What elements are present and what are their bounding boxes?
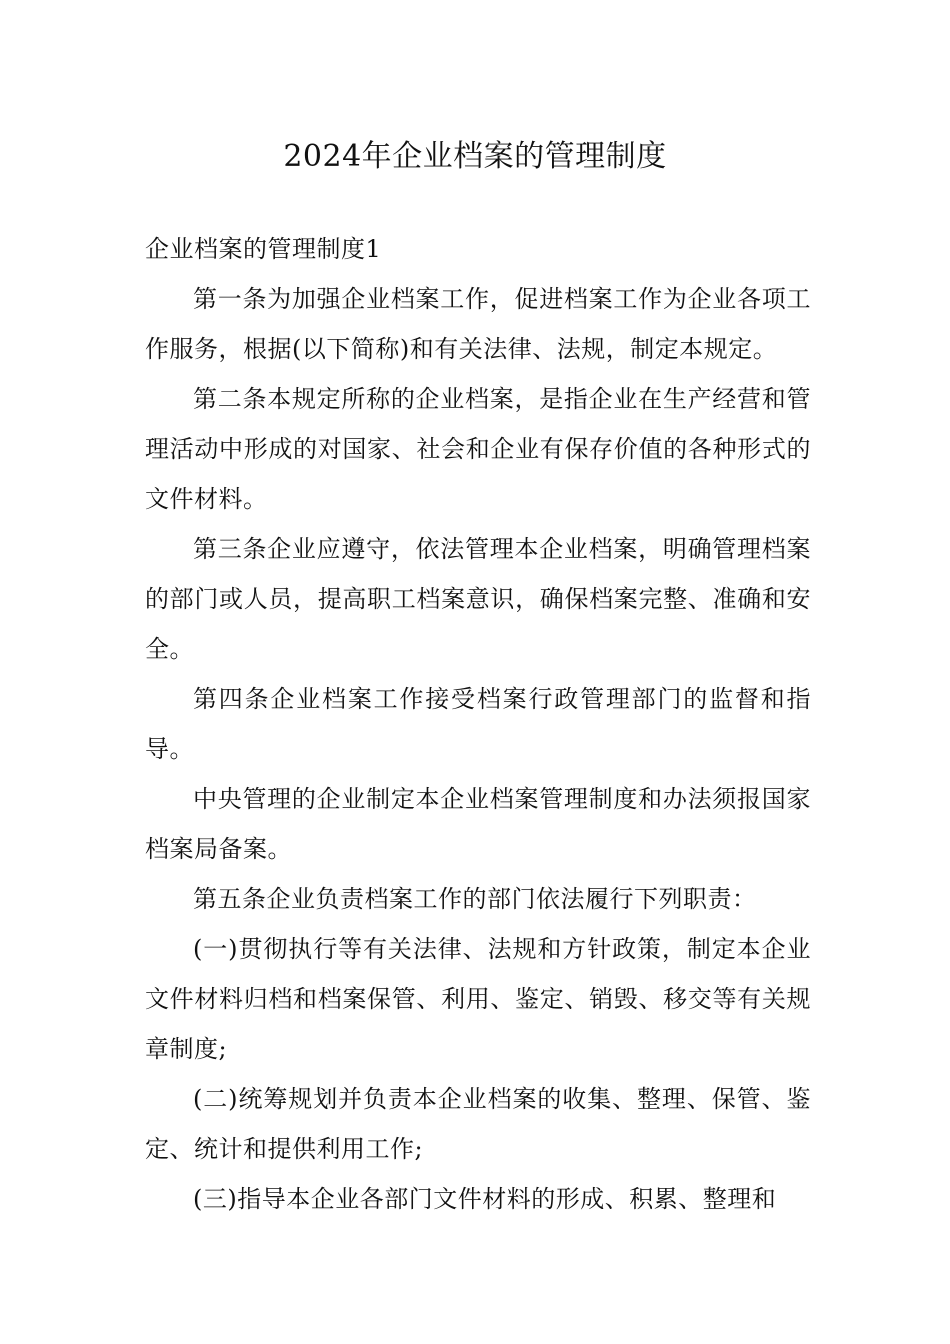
paragraph-central-enterprises: 中央管理的企业制定本企业档案管理制度和办法须报国家档案局备案。 xyxy=(145,785,811,863)
document-title: 2024年企业档案的管理制度 xyxy=(283,139,667,174)
list-item-duty-1: (一)贯彻执行等有关法律、法规和方针政策，制定本企业文件材料归档和档案保管、利用、鉴定、销毁、移交等有关规章制度; xyxy=(145,935,811,1063)
document-body xyxy=(145,224,811,1224)
list-item-duty-2: (二)统筹规划并负责本企业档案的收集、整理、保管、鉴定、统计和提供利用工作; xyxy=(145,1085,811,1163)
paragraph-article-5: 第五条企业负责档案工作的部门依法履行下列职责： xyxy=(193,885,757,913)
paragraph-article-1: 第一条为加强企业档案工作，促进档案工作为企业各项工作服务，根据(以下简称)和有关法律、法规，制定本规定。 xyxy=(145,285,811,363)
paragraph-article-3: 第三条企业应遵守，依法管理本企业档案，明确管理档案的部门或人员，提高职工档案意识，确保档案完整、准确和安全。 xyxy=(145,535,811,663)
paragraph-article-4: 第四条企业档案工作接受档案行政管理部门的监督和指导。 xyxy=(145,685,811,763)
section-heading: 企业档案的管理制度1 xyxy=(145,235,382,263)
list-item-duty-3: (三)指导本企业各部门文件材料的形成、积累、整理和 xyxy=(193,1185,777,1213)
paragraph-article-2: 第二条本规定所称的企业档案，是指企业在生产经营和管理活动中形成的对国家、社会和企业有保存价值的各种形式的文件材料。 xyxy=(145,385,811,513)
